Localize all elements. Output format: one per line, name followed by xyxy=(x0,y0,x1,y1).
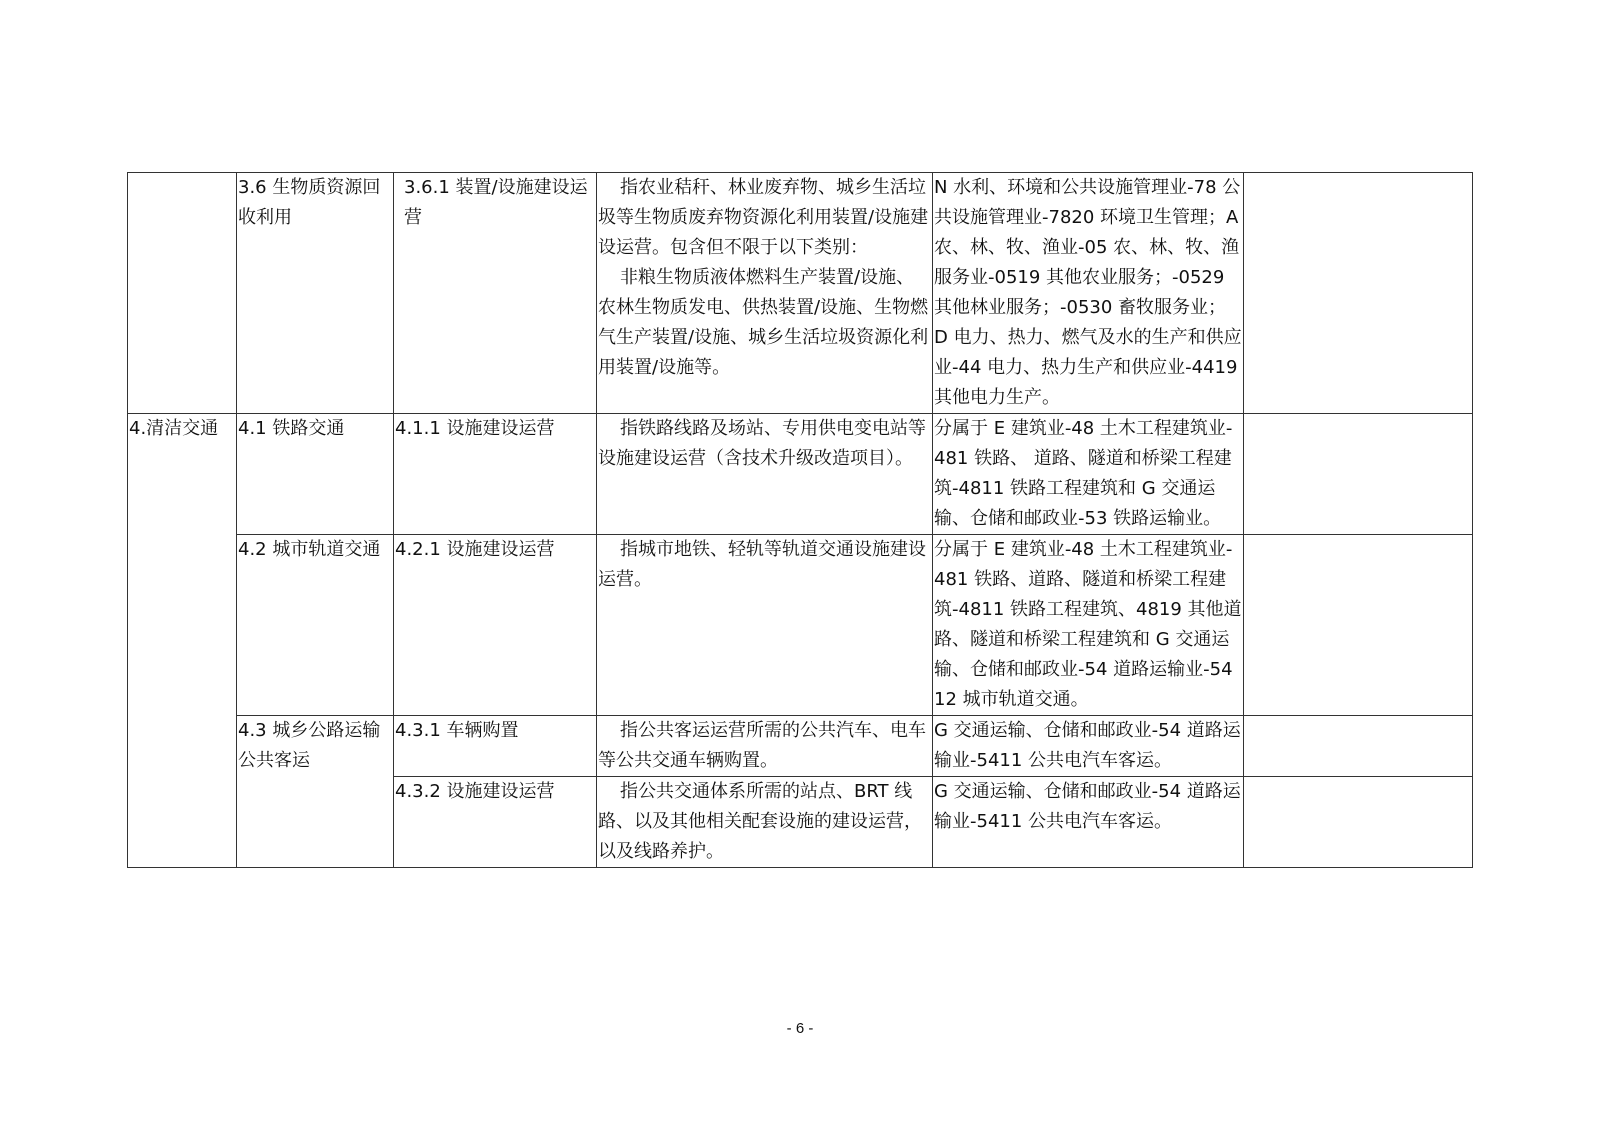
table-row xyxy=(128,716,1473,777)
table-row xyxy=(128,535,1473,716)
category-cell: 4.清洁交通 xyxy=(128,414,237,868)
item-cell: 4.1.1 设施建设运营 xyxy=(394,414,597,535)
description-paragraph: 指城市地铁、轻轨等轨道交通设施建设运营。 xyxy=(598,539,926,590)
description-paragraph: 指公共交通体系所需的站点、BRT 线路、以及其他相关配套设施的建设运营，以及线路养护。 xyxy=(598,781,922,862)
industry-cell: 分属于 E 建筑业-48 土木工程建筑业-481 铁路、道路、隧道和桥梁工程建筑-4811 铁路工程建筑、4819 其他道路、隧道和桥梁工程建筑和 G 交通运输、仓储和邮政业-54 道路运输业-5412 城市轨道交通。 xyxy=(933,535,1244,716)
notes-cell xyxy=(1244,716,1473,777)
notes-cell xyxy=(1244,173,1473,414)
industry-cell: G 交通运输、仓储和邮政业-54 道路运输业-5411 公共电汽车客运。 xyxy=(933,716,1244,777)
item-cell: 4.3.2 设施建设运营 xyxy=(394,777,597,868)
subcategory-cell: 4.3 城乡公路运输公共客运 xyxy=(237,716,394,868)
description-cell xyxy=(597,535,933,716)
notes-cell xyxy=(1244,535,1473,716)
subcategory-cell: 3.6 生物质资源回收利用 xyxy=(237,173,394,414)
description-cell xyxy=(597,716,933,777)
item-cell: 4.3.1 车辆购置 xyxy=(394,716,597,777)
description-cell xyxy=(597,777,933,868)
industry-cell: N 水利、环境和公共设施管理业-78 公共设施管理业-7820 环境卫生管理；A 农、林、牧、渔业-05 农、林、牧、渔服务业-0519 其他农业服务；-0529 其他林业服务；-0530 畜牧服务业； D 电力、热力、燃气及水的生产和供应业-44 电力、热力生产和供应业-4419 其他电力生产。 xyxy=(933,173,1244,414)
table-row xyxy=(128,414,1473,535)
category-cell xyxy=(128,173,237,414)
description-paragraph: 指公共客运运营所需的公共汽车、电车等公共交通车辆购置。 xyxy=(598,720,926,771)
notes-cell xyxy=(1244,777,1473,868)
table-row xyxy=(128,173,1473,414)
notes-cell xyxy=(1244,414,1473,535)
description-paragraph: 指铁路线路及场站、专用供电变电站等设施建设运营（含技术升级改造项目）。 xyxy=(598,418,926,469)
description-paragraph: 指农业秸秆、林业废弃物、城乡生活垃圾等生物质废弃物资源化利用装置/设施建设运营。包含但不限于以下类别： xyxy=(598,177,929,258)
industry-cell: 分属于 E 建筑业-48 土木工程建筑业-481 铁路、 道路、隧道和桥梁工程建筑-4811 铁路工程建筑和 G 交通运输、仓储和邮政业-53 铁路运输业。 xyxy=(933,414,1244,535)
description-cell xyxy=(597,414,933,535)
subcategory-cell: 4.1 铁路交通 xyxy=(237,414,394,535)
industry-cell: G 交通运输、仓储和邮政业-54 道路运输业-5411 公共电汽车客运。 xyxy=(933,777,1244,868)
catalog-table xyxy=(127,172,1473,868)
description-paragraph: 非粮生物质液体燃料生产装置/设施、农林生物质发电、供热装置/设施、生物燃气生产装置/设施、城乡生活垃圾资源化利用装置/设施等。 xyxy=(598,267,929,378)
item-cell: 4.2.1 设施建设运营 xyxy=(394,535,597,716)
page-number: - 6 - xyxy=(786,1020,814,1037)
item-cell: 3.6.1 装置/设施建设运营 xyxy=(394,173,597,414)
description-cell xyxy=(597,173,933,414)
subcategory-cell: 4.2 城市轨道交通 xyxy=(237,535,394,716)
